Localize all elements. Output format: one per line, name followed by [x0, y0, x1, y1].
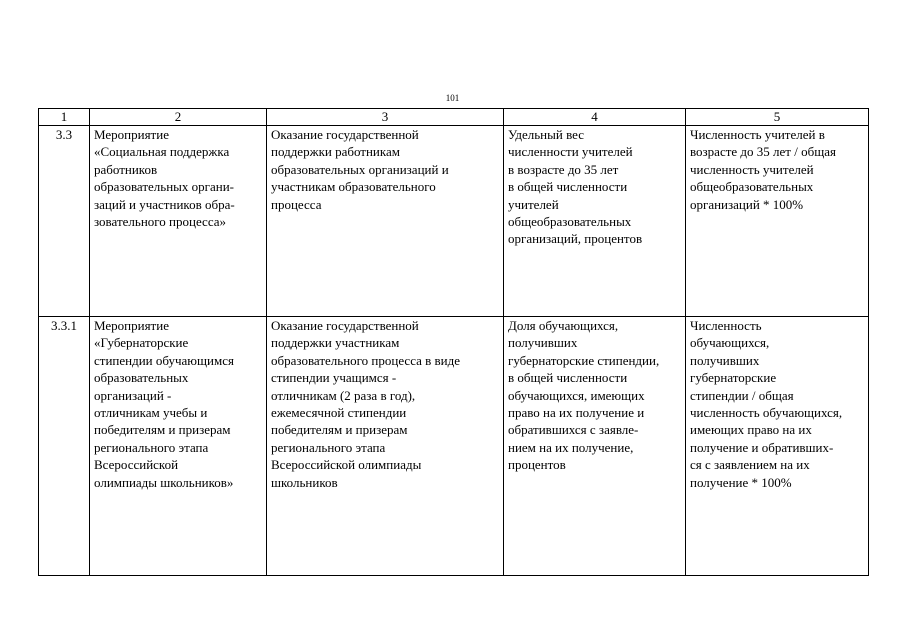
formula-text: Численность обучающихся, получивших губернаторские стипендии / общая численность обучающихся, имеющих право на их получение и обративших- ся с заявлением на их получение * 100%	[690, 318, 843, 490]
column-header-1: 1	[39, 109, 90, 126]
description-cell	[267, 317, 504, 576]
column-header-5: 5	[686, 109, 869, 126]
description-text: Оказание государственной поддержки работникам образовательных организаций и участникам образовательного процесса	[271, 127, 449, 212]
event-cell	[90, 126, 267, 317]
row-number: 3.3	[55, 127, 73, 142]
event-text: Мероприятие «Губернаторские стипендии обучающимся образовательных организаций - отличникам учебы и победителям и призерам регионального этапа Всероссийской олимпиады школьников»	[94, 318, 234, 490]
description-text: Оказание государственной поддержки участникам образовательного процесса в виде стипендии учащимся - отличникам (2 раза в год), ежемесячной стипендии победителям и призерам регионального этапа Всероссийской олимпиады школьников	[271, 318, 461, 490]
formula-cell	[686, 317, 869, 576]
column-header-2: 2	[90, 109, 267, 126]
indicator-text: Удельный вес численности учителей в возрасте до 35 лет в общей численности учителей общеобразовательных организаций, процентов	[508, 127, 643, 247]
row-number: 3.3.1	[51, 318, 77, 333]
formula-text: Численность учителей в возрасте до 35 лет / общая численность учителей общеобразовательных организаций * 100%	[690, 127, 836, 212]
table-header-row	[39, 109, 869, 126]
table-row	[39, 317, 869, 576]
measures-table	[38, 108, 869, 576]
page-number: 101	[445, 93, 460, 103]
indicator-cell	[504, 126, 686, 317]
indicator-text: Доля обучающихся, получивших губернаторские стипендии, в общей численности обучающихся, имеющих право на их получение и обратившихся с заявле- нием на их получение, процентов	[508, 318, 660, 473]
row-number-cell	[39, 126, 90, 317]
description-cell	[267, 126, 504, 317]
event-cell	[90, 317, 267, 576]
indicator-cell	[504, 317, 686, 576]
row-number-cell	[39, 317, 90, 576]
formula-cell	[686, 126, 869, 317]
table-row	[39, 126, 869, 317]
column-header-3: 3	[267, 109, 504, 126]
event-text: Мероприятие «Социальная поддержка работников образовательных органи- заций и участников обра- зовательного процесса»	[94, 127, 235, 230]
column-header-4: 4	[504, 109, 686, 126]
